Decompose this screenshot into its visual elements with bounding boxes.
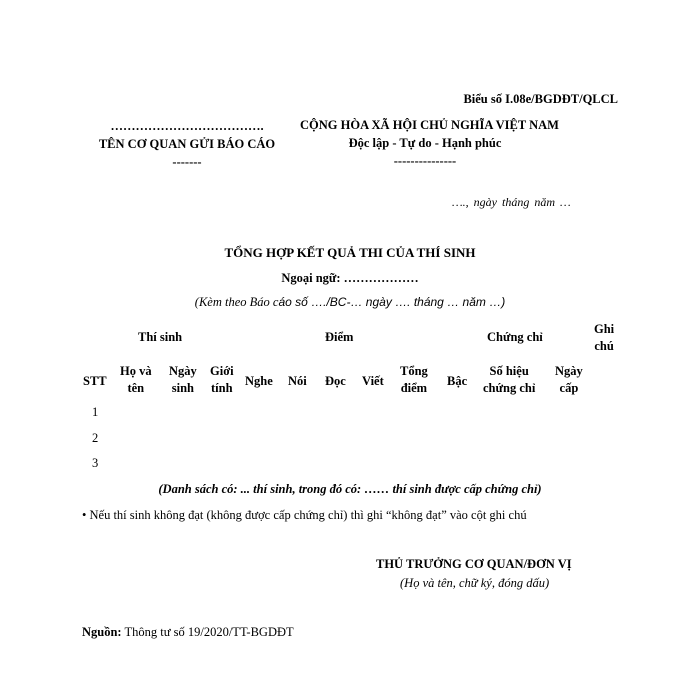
agency-name: TÊN CƠ QUAN GỬI BÁO CÁO: [98, 137, 276, 151]
language-line: Ngoại ngữ: ………………: [281, 271, 419, 285]
signature-title: THỦ TRƯỞNG CƠ QUAN/ĐƠN VỊ: [376, 557, 572, 571]
agency-dots: ……………………………….: [110, 119, 264, 133]
col-name-bottom: tên: [127, 381, 145, 395]
source-label: Nguồn:: [82, 625, 122, 639]
col-level: Bậc: [447, 374, 468, 388]
col-issue-top: Ngày: [555, 364, 583, 378]
group-score: Điểm: [325, 330, 354, 344]
col-dob: [169, 363, 197, 397]
table-row: 1: [92, 405, 99, 419]
group-candidate: Thí sinh: [138, 330, 183, 344]
nation-name: CỘNG HÒA XÃ HỘI CHỦ NGHĨA VIỆT NAM: [300, 118, 559, 132]
col-name-top: Họ và: [120, 364, 152, 378]
col-cert-no: [483, 363, 535, 397]
col-speaking: Nói: [288, 374, 307, 388]
attachment-line: [0, 295, 700, 310]
note-line: • Nếu thí sinh không đạt (không được cấp chứng chỉ) thì ghi “không đạt” vào cột ghi chú: [82, 508, 527, 522]
motto-dash: ---------------: [393, 154, 457, 168]
col-total-top: Tổng: [400, 364, 428, 378]
source-line: [82, 625, 294, 640]
col-listening: Nghe: [245, 374, 273, 388]
col-stt: STT: [83, 374, 107, 388]
document-title: TỔNG HỢP KẾT QUẢ THI CỦA THÍ SINH: [224, 245, 476, 260]
col-issue-date: [555, 363, 583, 397]
col-writing: Viết: [362, 374, 384, 388]
motto: Độc lập - Tự do - Hạnh phúc: [348, 136, 502, 150]
col-gender-top: Giới: [210, 364, 234, 378]
note-top: Ghi: [594, 322, 615, 336]
date-line: …., ngày tháng năm …: [452, 195, 571, 209]
col-gender: [210, 363, 234, 397]
group-certificate: Chứng chỉ: [487, 330, 543, 344]
attachment-italic: (Kèm theo Báo c: [194, 295, 279, 309]
col-reading: Đọc: [325, 374, 346, 388]
agency-block: [92, 117, 282, 171]
col-total-bottom: điểm: [400, 381, 428, 395]
signature-subtitle: (Họ và tên, chữ ký, đóng dấu): [400, 576, 550, 590]
col-cert-no-bottom: chứng chỉ: [483, 381, 536, 395]
summary-line: (Danh sách có: ... thí sinh, trong đó có: …… thí sinh được cấp chứng chỉ): [158, 482, 542, 496]
table-row: 3: [92, 456, 99, 470]
nation-block: [300, 116, 559, 170]
form-code: Biểu số I.08e/BGDĐT/QLCL: [463, 92, 618, 106]
col-gender-bottom: tính: [211, 381, 233, 395]
group-note: [594, 321, 614, 355]
col-total: [400, 363, 428, 397]
col-cert-no-top: Số hiệu: [489, 364, 529, 378]
col-dob-bottom: sinh: [171, 381, 195, 395]
col-issue-bottom: cấp: [559, 381, 579, 395]
attachment-rest: áo số …./BC-… ngày …. tháng … năm …): [278, 295, 506, 309]
col-dob-top: Ngày: [169, 364, 197, 378]
note-bottom: chú: [594, 339, 614, 353]
table-row: 2: [92, 431, 99, 445]
col-name: [120, 363, 152, 397]
source-text: Thông tư số 19/2020/TT-BGDĐT: [121, 625, 294, 639]
agency-dash: -------: [172, 155, 202, 169]
